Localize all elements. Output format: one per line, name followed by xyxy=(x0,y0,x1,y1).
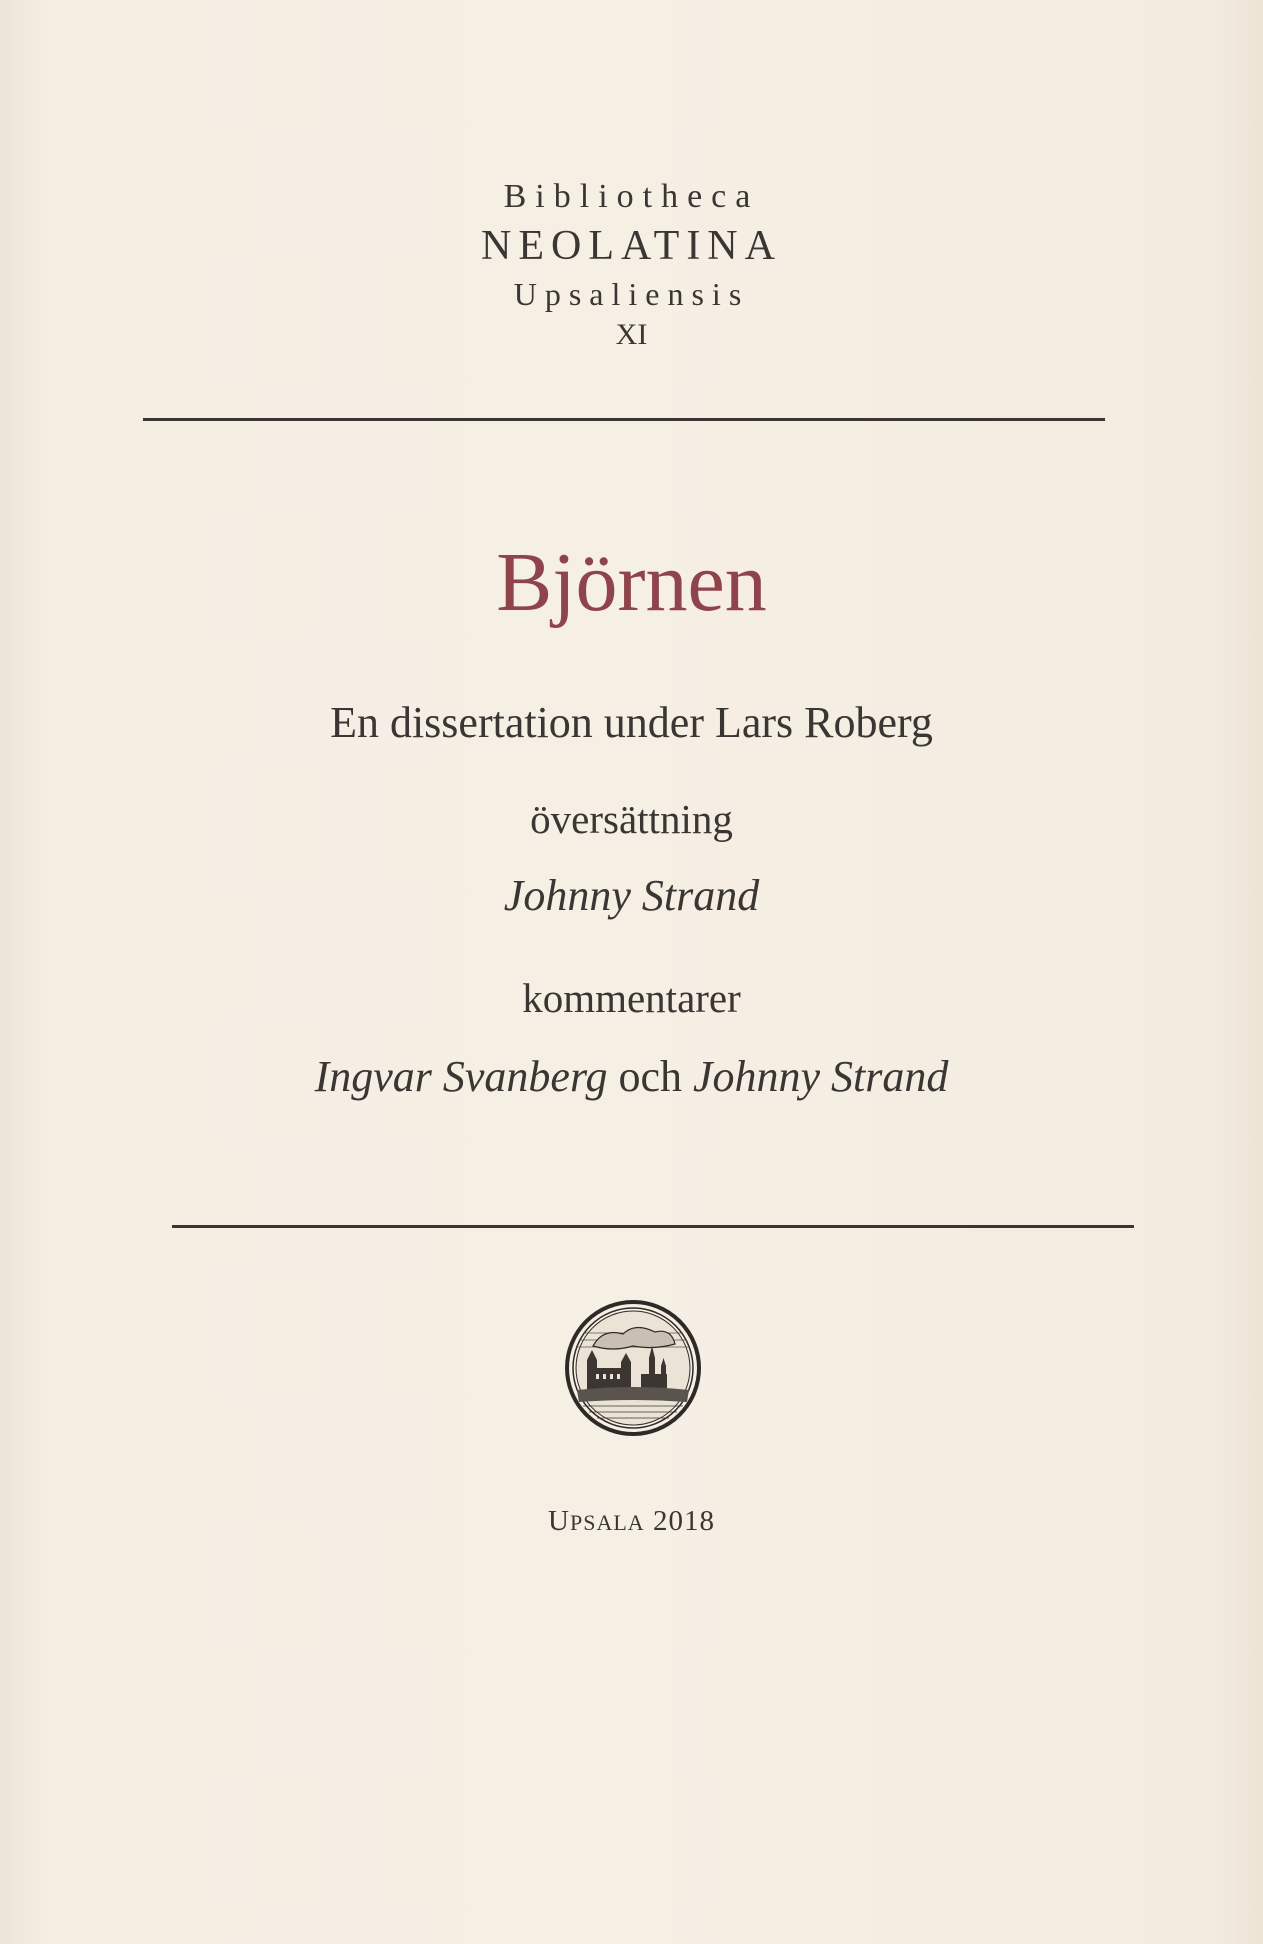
series-name-line1: Bibliotheca xyxy=(503,178,760,215)
translator-name: Johnny Strand xyxy=(503,871,760,920)
series-volume-number: XI xyxy=(615,318,648,351)
series-name-line2: NEOLATINA xyxy=(481,223,782,269)
commentary-authors xyxy=(0,1051,1263,1102)
book-subtitle: En dissertation under Lars Roberg xyxy=(330,698,933,747)
commentary-label: kommentarer xyxy=(522,975,741,1021)
conjunction: och xyxy=(618,1052,682,1101)
imprint-city-initial: U xyxy=(548,1505,570,1537)
imprint-city-rest: PSALA xyxy=(570,1510,645,1535)
book-title: Björnen xyxy=(496,536,767,629)
imprint-year: 2018 xyxy=(652,1505,715,1537)
imprint xyxy=(0,1505,1263,1538)
series-name-line3: Upsaliensis xyxy=(513,276,750,312)
translation-label: översättning xyxy=(530,796,733,842)
commentator-2: Johnny Strand xyxy=(692,1052,949,1101)
publisher-vignette-castle-icon xyxy=(563,1298,703,1438)
bottom-divider xyxy=(172,1225,1134,1228)
top-divider xyxy=(143,418,1105,421)
commentator-1: Ingvar Svanberg xyxy=(314,1052,608,1101)
